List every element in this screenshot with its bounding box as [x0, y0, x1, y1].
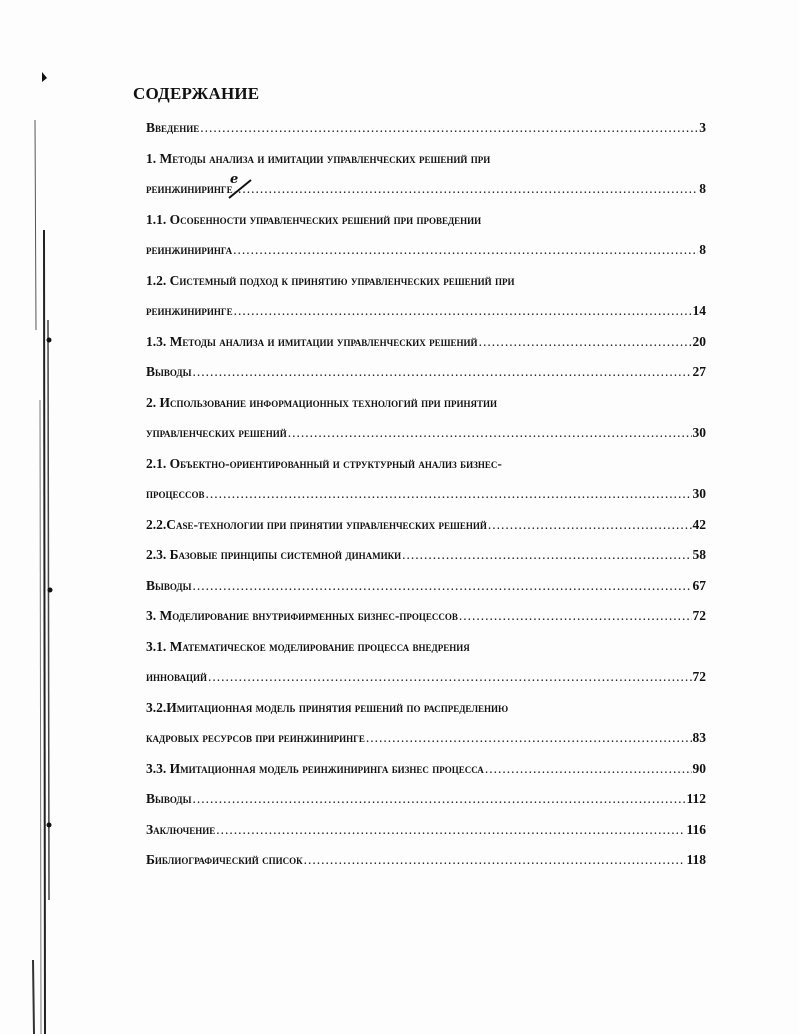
toc-entry[interactable]: 1.2. Системный подход к принятию управленческих решений при [146, 272, 515, 288]
toc-entry[interactable]: Выводы ..... 112 [146, 784, 706, 815]
toc-entry[interactable]: реинжиниринга ..... 8 [146, 235, 706, 266]
toc-entry[interactable]: Выводы ..... 67 [146, 571, 706, 602]
toc-entry[interactable]: Выводы ..... 27 [146, 357, 706, 388]
toc-entry[interactable]: 3.3. Имитационная модель реинжиниринга бизнес процесса ..... 90 [146, 754, 706, 785]
toc-entry[interactable]: 2. Использование информационных технологий при принятии [146, 394, 498, 410]
toc-entry[interactable]: 1.1. Особенности управленческих решений при проведении [146, 211, 482, 227]
toc-entry[interactable]: 2.2.Case-технологии при принятии управленческих решений ..... 42 [146, 510, 706, 541]
toc-entry[interactable]: управленческих решений ..... 30 [146, 418, 706, 449]
toc-heading: СОДЕРЖАНИЕ [133, 84, 260, 103]
toc-entry[interactable]: 3. Моделирование внутрифирменных бизнес-процессов ..... 72 [146, 601, 706, 632]
toc-entry[interactable]: 2.3. Базовые принципы системной динамики ..... 58 [146, 540, 706, 571]
toc-entry[interactable]: реинжиниринге ..... 8 [146, 174, 706, 205]
toc-entry[interactable]: Введение ..... 3 [146, 113, 706, 144]
toc-entry[interactable]: реинжиниринге ..... 14 [146, 296, 706, 327]
toc-entry[interactable]: 3.2.Имитационная модель принятия решений по распределению [146, 699, 509, 715]
toc-entry[interactable]: кадровых ресурсов при реинжиниринге ..... 83 [146, 723, 706, 754]
table-of-contents [146, 113, 706, 876]
toc-entry[interactable]: Заключение ..... 116 [146, 815, 706, 846]
toc-entry[interactable]: инноваций ..... 72 [146, 662, 706, 693]
toc-entry[interactable]: 1.3. Методы анализа и имитации управленческих решений ..... 20 [146, 327, 706, 358]
toc-entry[interactable]: 3.1. Математическое моделирование процесса внедрения [146, 638, 470, 654]
toc-entry[interactable]: 1. Методы анализа и имитации управленческих решений при [146, 150, 491, 166]
toc-entry[interactable]: 2.1. Объектно-ориентированный и структурный анализ бизнес- [146, 455, 502, 471]
scan-edge-artifacts [0, 0, 60, 1034]
toc-entry[interactable]: Библиографический список ..... 118 [146, 845, 706, 876]
handwritten-correction: е [230, 172, 239, 187]
toc-entry[interactable]: процессов ..... 30 [146, 479, 706, 510]
